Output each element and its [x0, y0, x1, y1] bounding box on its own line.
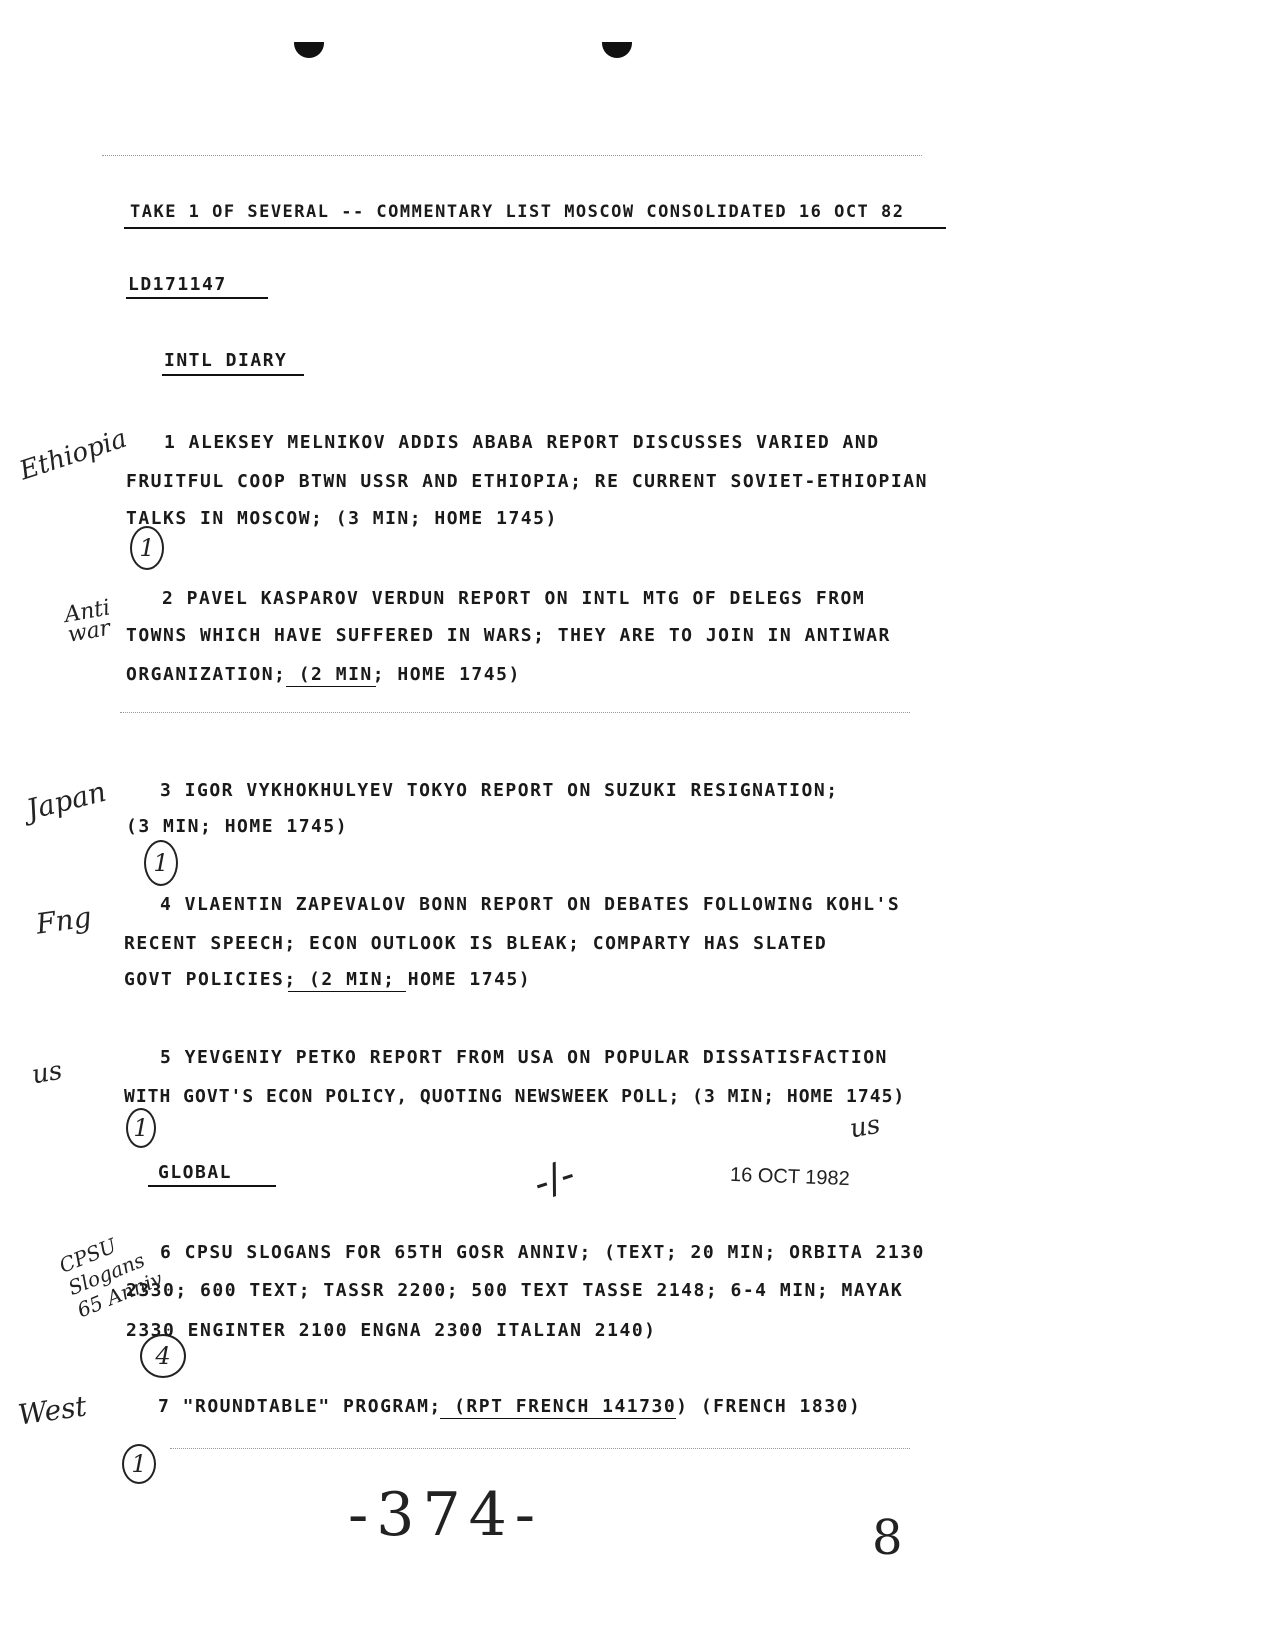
- item-7-underline: [440, 1418, 676, 1419]
- handwritten-note-cpsu: CPSU Slogans 65 Anniv: [55, 1233, 166, 1323]
- date-stamp: 16 OCT 1982: [729, 1163, 851, 1191]
- scan-noise: [170, 1448, 910, 1449]
- section-underline: [162, 374, 304, 376]
- circled-number: 1: [126, 1108, 156, 1148]
- item-3-line-2: (3 MIN; HOME 1745): [126, 816, 349, 837]
- scan-noise: [102, 155, 922, 156]
- item-3-line-1: 3 IGOR VYKHOKHULYEV TOKYO REPORT ON SUZUKI RESIGNATION;: [160, 780, 839, 801]
- item-6-line-2: 2330; 600 TEXT; TASSR 2200; 500 TEXT TASSE 2148; 6-4 MIN; MAYAK: [126, 1280, 904, 1301]
- handwritten-note-frg: Fng: [33, 900, 94, 941]
- punch-hole-right: [602, 42, 632, 58]
- handwritten-note-ethiopia: Ethiopia: [16, 423, 131, 487]
- handwritten-note-japan: Japan: [23, 774, 110, 827]
- item-4-line-3: GOVT POLICIES; (2 MIN; HOME 1745): [124, 969, 532, 990]
- handwritten-note-antiwar: Anti war: [62, 595, 113, 648]
- item-7-line-1: 7 "ROUNDTABLE" PROGRAM; (RPT FRENCH 141730) (FRENCH 1830): [158, 1396, 862, 1417]
- handwritten-dash-mark: -/-: [527, 1150, 581, 1208]
- circled-number: 4: [140, 1334, 186, 1378]
- document-code: LD171147: [128, 274, 227, 295]
- corner-number: 8: [872, 1510, 903, 1566]
- handwritten-note-west: West: [16, 1389, 89, 1432]
- section-heading-intl-diary: INTL DIARY: [164, 350, 288, 371]
- handwritten-note-us-right: us: [847, 1109, 883, 1145]
- item-1-line-3: TALKS IN MOSCOW; (3 MIN; HOME 1745): [126, 508, 558, 529]
- item-1-line-2: FRUITFUL COOP BTWN USSR AND ETHIOPIA; RE CURRENT SOVIET-ETHIOPIAN: [126, 471, 928, 492]
- global-underline: [148, 1185, 276, 1187]
- circled-number: 1: [122, 1444, 156, 1484]
- item-2-line-2: TOWNS WHICH HAVE SUFFERED IN WARS; THEY ARE TO JOIN IN ANTIWAR: [126, 625, 891, 646]
- item-4-line-2: RECENT SPEECH; ECON OUTLOOK IS BLEAK; COMPARTY HAS SLATED: [124, 933, 828, 954]
- circled-number: 1: [130, 526, 164, 570]
- item-1-line-1: 1 ALEKSEY MELNIKOV ADDIS ABABA REPORT DISCUSSES VARIED AND: [164, 432, 880, 453]
- item-4-underline: [288, 991, 406, 992]
- item-2-line-1: 2 PAVEL KASPAROV VERDUN REPORT ON INTL MTG OF DELEGS FROM: [162, 588, 866, 609]
- item-6-line-3: 2330 ENGINTER 2100 ENGNA 2300 ITALIAN 2140): [126, 1320, 657, 1341]
- item-4-line-1: 4 VLAENTIN ZAPEVALOV BONN REPORT ON DEBATES FOLLOWING KOHL'S: [160, 894, 901, 915]
- scan-noise: [120, 712, 910, 713]
- item-2-line-3: ORGANIZATION; (2 MIN; HOME 1745): [126, 664, 521, 685]
- item-2-underline: [286, 686, 376, 687]
- circled-number: 1: [144, 840, 178, 886]
- section-heading-global: GLOBAL: [158, 1162, 233, 1183]
- page-number: -374-: [348, 1480, 544, 1550]
- title-underline: [124, 227, 946, 229]
- code-underline: [126, 297, 268, 299]
- handwritten-note-us-left: us: [29, 1055, 65, 1091]
- item-5-line-1: 5 YEVGENIY PETKO REPORT FROM USA ON POPULAR DISSATISFACTION: [160, 1047, 888, 1068]
- item-5-line-2: WITH GOVT'S ECON POLICY, QUOTING NEWSWEEK POLL; (3 MIN; HOME 1745): [124, 1086, 906, 1107]
- item-6-line-1: 6 CPSU SLOGANS FOR 65TH GOSR ANNIV; (TEXT; 20 MIN; ORBITA 2130: [160, 1242, 925, 1263]
- punch-hole-left: [294, 42, 324, 58]
- document-title: TAKE 1 OF SEVERAL -- COMMENTARY LIST MOSCOW CONSOLIDATED 16 OCT 82: [130, 202, 905, 222]
